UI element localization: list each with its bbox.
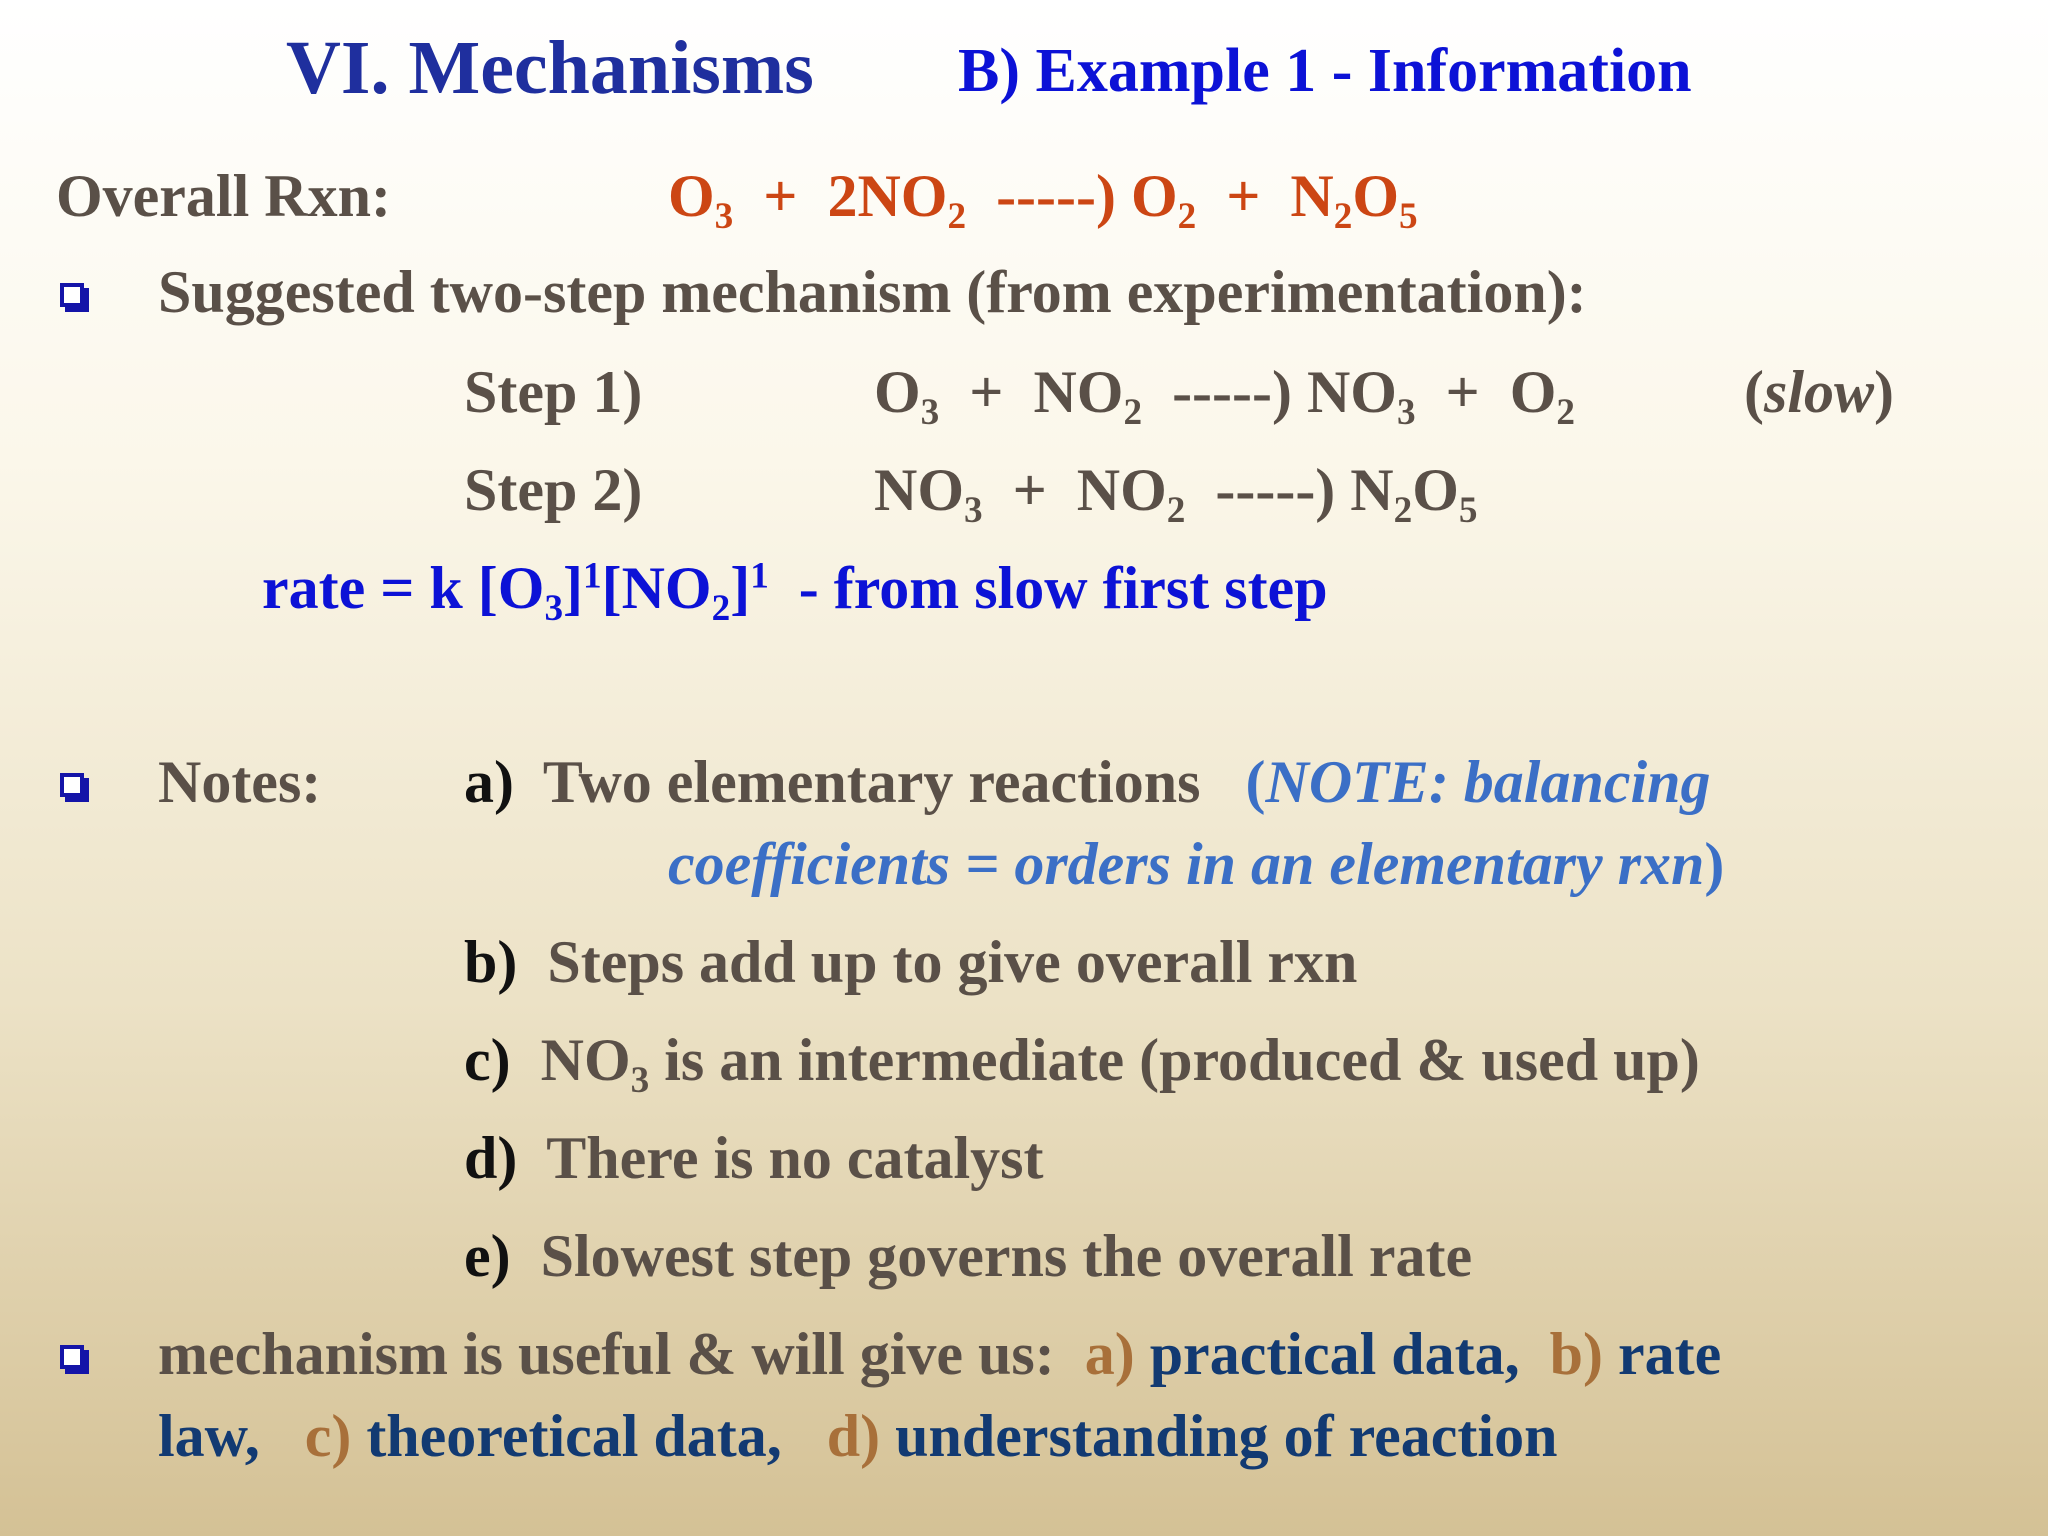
step-1-label: Step 1) [464,359,643,425]
step-2-label: Step 2) [464,457,643,523]
note-c: c) $NO_3$ is an intermediate (produced & used up) [464,1027,1700,1101]
notes-label: Notes: [158,749,322,815]
final-line-1: mechanism is useful & will give us: a) practical data, b) rate [158,1321,1722,1387]
title-main: VI. Mechanisms [286,26,814,110]
slide-title [286,26,814,110]
step-1-reaction: $O_3 + NO_2$ -----) $NO_3 + O_2$ [874,359,1576,433]
note-a: a) Two elementary reactions (NOTE: balancing [464,749,1711,815]
suggested-text: Suggested two-step mechanism (from experimentation): [158,259,1587,325]
title-sub: B) Example 1 - Information [958,37,1692,105]
bullet-icon [60,773,84,797]
note-d: d) There is no catalyst [464,1125,1044,1191]
note-e: e) Slowest step governs the overall rate [464,1223,1473,1289]
bullet-icon [60,1345,84,1369]
overall-reaction: $O_3 + 2NO_2$ -----) $O_2 + N_2O_5$ [668,163,1418,237]
note-a-continued: coefficients = orders in an elementary rxn) [668,831,1725,897]
rate-law: rate = k $[O_3]^1[NO_2]^1$ - from slow first step [262,555,1328,629]
final-line-2: law, c) theoretical data, d) understanding of reaction [158,1403,1558,1469]
step-1-note: (slow) [1744,359,1895,425]
bullet-icon [60,283,84,307]
step-2-reaction: $NO_3 + NO_2$ -----) $N_2O_5$ [874,457,1478,531]
note-b: b) Steps add up to give overall rxn [464,929,1358,995]
slide-subtitle [958,37,1692,105]
overall-label: Overall Rxn: [56,163,391,229]
